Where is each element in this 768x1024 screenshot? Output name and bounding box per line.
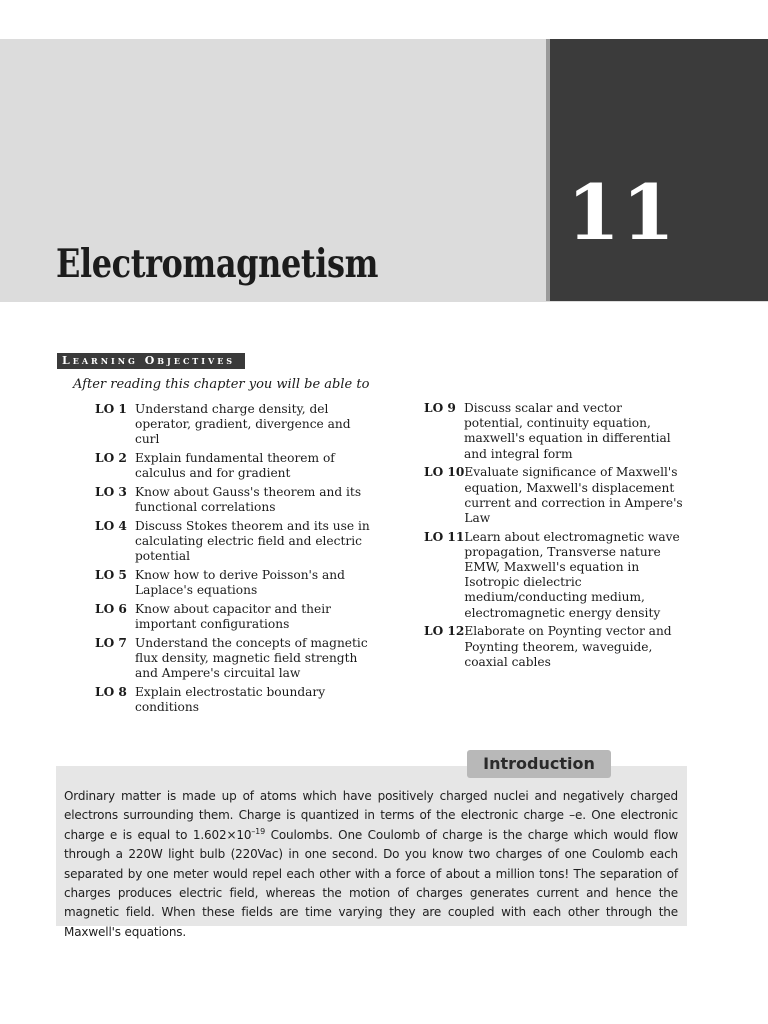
learning-objective-text: Elaborate on Poynting vector and Poynting theorem, waveguide, coaxial cables [464, 624, 672, 669]
learning-objective-text: Understand the concepts of magnetic flux density, magnetic field strength and Ampere's circuital law [135, 635, 368, 681]
learning-objectives-right-column [424, 401, 684, 673]
learning-objective-item [95, 485, 375, 515]
learning-objectives-intro: After reading this chapter you will be able to [73, 377, 370, 392]
learning-objective-text: Know about Gauss's theorem and its functional correlations [135, 485, 362, 515]
learning-objective-item [424, 465, 684, 526]
learning-objective-item [95, 636, 375, 682]
learning-objective-item [95, 602, 375, 632]
learning-objective-text: Explain electrostatic boundary conditions [135, 684, 326, 715]
learning-objective-item [424, 530, 684, 621]
chapter-title: Electromagnetism [56, 241, 379, 287]
learning-objectives-left-column [95, 402, 375, 719]
learning-objective-item [95, 519, 375, 565]
learning-objective-text: Discuss Stokes theorem and its use in calculating electric field and electric potential [135, 518, 370, 564]
learning-objective-text: Understand charge density, del operator, gradient, divergence and curl [135, 402, 351, 447]
introduction-paragraph [64, 787, 678, 942]
learning-objective-text: Evaluate significance of Maxwell's equation, Maxwell's displacement current and correction in Ampere's Law [464, 465, 683, 525]
learning-objective-code: LO 11 [424, 529, 465, 544]
chapter-number: 11 [567, 168, 677, 257]
learning-objectives-heading: Learning Objectives [62, 354, 236, 367]
learning-objective-code: LO 8 [95, 684, 127, 699]
learning-objective-code: LO 5 [95, 568, 127, 583]
learning-objective-code: LO 12 [424, 624, 465, 639]
learning-objective-item [424, 624, 684, 670]
learning-objective-text: Explain fundamental theorem of calculus and for gradient [135, 451, 335, 481]
learning-objective-text: Know how to derive Poisson's and Laplace's equations [135, 568, 345, 598]
learning-objective-item [95, 568, 375, 598]
introduction-text-part1: Ordinary matter is made up of atoms which have positively charged nuclei and negatively charged electrons surrounding them. Charge is quantized in terms of the electronic charge –e. One electronic charge e is equal to 1.602×10 [64, 789, 678, 842]
introduction-box [56, 766, 687, 939]
introduction-heading: Introduction [467, 750, 611, 778]
learning-objectives-banner [57, 353, 245, 369]
learning-objective-code: LO 6 [95, 601, 127, 616]
learning-objective-code: LO 7 [95, 635, 127, 650]
learning-objective-code: LO 3 [95, 485, 127, 500]
learning-objective-item [95, 402, 375, 448]
learning-objective-item [95, 685, 375, 715]
introduction-text-part2: Coulombs. One Coulomb of charge is the charge which would flow through a 220W light bulb (220Vac) in one second. Do you know two charges of one Coulomb each separated by one meter would repel each other with a force of about a million tons! The separation of charges produces electric field, whereas the motion of charges generates current and hence the magnetic field. When these fields are time varying they are coupled with each other through the Maxwell's equations. [64, 827, 678, 939]
learning-objective-item [424, 401, 684, 462]
learning-objective-code: LO 2 [95, 451, 127, 466]
learning-objective-text: Discuss scalar and vector potential, continuity equation, maxwell's equation in differential and integral form [464, 401, 671, 461]
learning-objective-code: LO 4 [95, 518, 127, 533]
introduction-exponent: –19 [251, 826, 266, 836]
learning-objective-code: LO 1 [95, 402, 127, 416]
learning-objective-code: LO 10 [424, 465, 465, 480]
learning-objective-item [95, 451, 375, 481]
learning-objective-text: Know about capacitor and their important configurations [135, 601, 331, 632]
learning-objective-code: LO 9 [424, 401, 456, 415]
learning-objective-text: Learn about electromagnetic wave propagation, Transverse nature EMW, Maxwell's equation in Isotropic dielectric medium/conducting medium, electromagnetic energy density [464, 529, 680, 620]
